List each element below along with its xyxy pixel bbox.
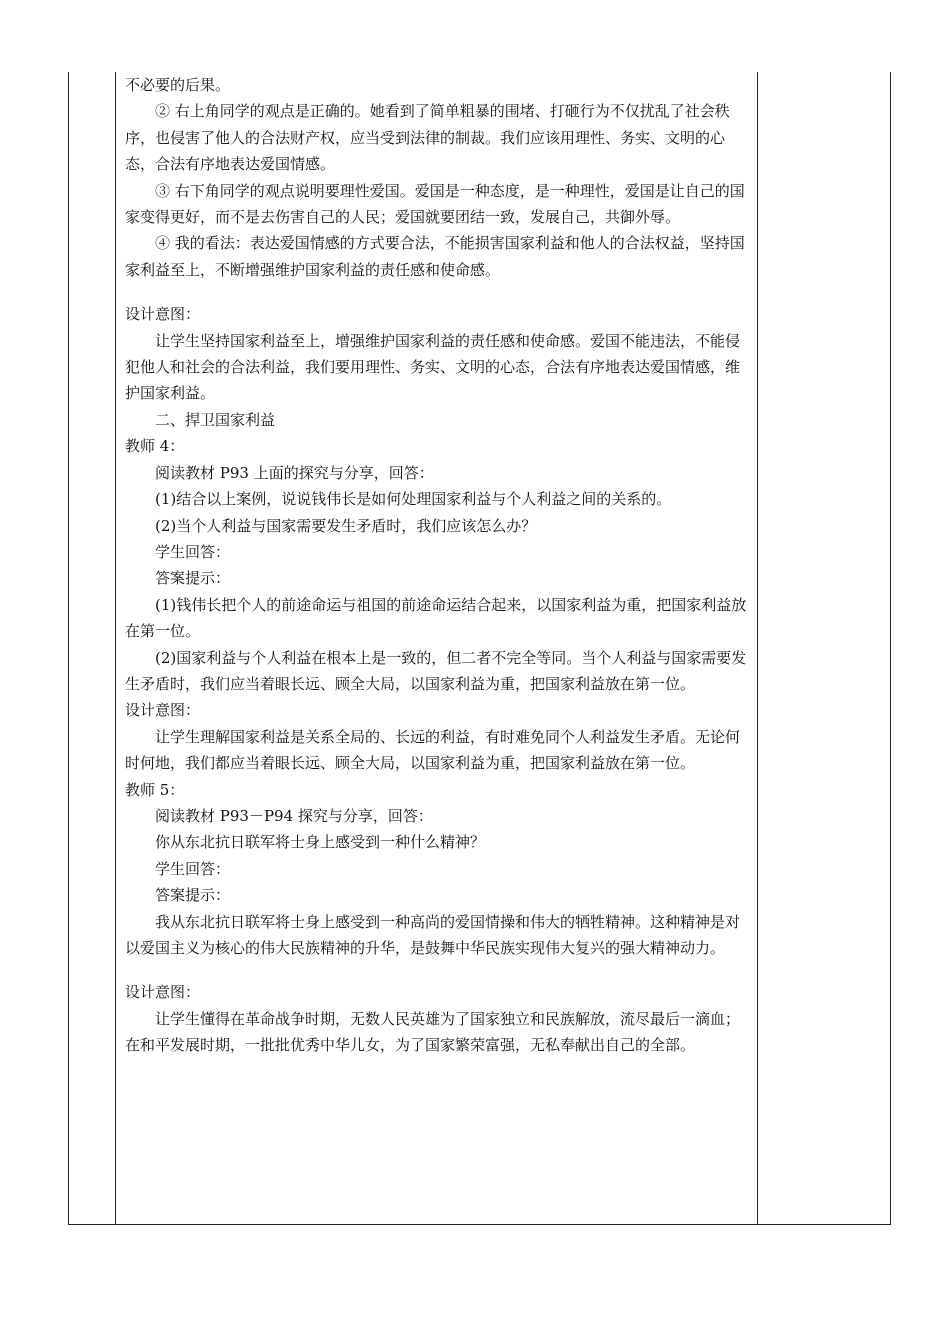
paragraph: 学生回答： [155,542,231,561]
paragraph: 答案提示： [155,886,231,905]
paragraph: 阅读教材 P93－P94 探究与分享，回答： [155,806,433,825]
paragraph: (2)国家利益与个人利益在根本上是一致的，但二者不完全等同。当个人利益与国家需要发生矛盾时，我们应当着眼长远、顾全大局，以国家利益为重，把国家利益放在第一位。 [125,648,747,693]
paragraph: 学生回答： [155,859,231,878]
paragraph: 设计意图： [125,701,201,720]
paragraph: (1)结合以上案例，说说钱伟长是如何处理国家利益与个人利益之间的关系的。 [155,490,672,509]
paragraph: 不必要的后果。 [125,76,231,94]
paragraph: 让学生懂得在革命战争时期，无数人民英雄为了国家独立和民族解放，流尽最后一滴血；在和平发展时期，一批批优秀中华儿女，为了国家繁荣富强，无私奉献出自己的全部。 [125,1009,741,1055]
paragraph: 设计意图： [125,305,201,324]
paragraph: 让学生坚持国家利益至上，增强维护国家利益的责任感和使命感。爱国不能违法，不能侵犯他人和社会的合法利益，我们要用理性、务实、文明的心态，合法有序地表达爱国情感，维护国家利益。 [125,331,741,403]
table-column-divider-left [115,72,116,1224]
lesson-table [68,72,891,1225]
paragraph: 你从东北抗日联军将士身上感受到一种什么精神？ [155,833,486,852]
paragraph: ③ 右下角同学的观点说明要理性爱国。爱国是一种态度，是一种理性，爱国是让自己的国家变得更好，而不是去伤害自己的人民；爱国就要团结一致，发展自己，共御外辱。 [125,181,745,227]
paragraph: 教师 4： [125,437,185,456]
paragraph: (1)钱伟长把个人的前途命运与祖国的前途命运结合起来，以国家利益为重，把国家利益放在第一位。 [125,595,747,641]
paragraph: (2)当个人利益与国家需要发生矛盾时，我们应该怎么办？ [155,516,537,535]
paragraph: 阅读教材 P93 上面的探究与分享，回答： [155,463,434,482]
paragraph: 我从东北抗日联军将士身上感受到一种高尚的爱国情操和伟大的牺牲精神。这种精神是对以爱国主义为核心的伟大民族精神的升华，是鼓舞中华民族实现伟大复兴的强大精神动力。 [125,912,741,957]
table-column-divider-right [757,72,758,1224]
paragraph-spacer [125,283,749,301]
paragraph: ② 右上角同学的观点是正确的。她看到了简单粗暴的围堵、打砸行为不仅扰乱了社会秩序，也侵害了他人的合法财产权，应当受到法律的制裁。我们应该用理性、务实、文明的心态，合法有序地表达爱国情感。 [125,102,730,174]
paragraph: ④ 我的看法：表达爱国情感的方式要合法，不能损害国家利益和他人的合法权益，坚持国家利益至上，不断增强维护国家利益的责任感和使命感。 [125,234,745,279]
lesson-content-cell [125,72,749,1059]
paragraph-spacer [125,961,749,979]
paragraph: 让学生理解国家利益是关系全局的、长远的利益，有时难免同个人利益发生矛盾。无论何时何地，我们都应当着眼长远、顾全大局，以国家利益为重，把国家利益放在第一位。 [125,727,741,773]
paragraph: 答案提示： [155,569,231,588]
paragraph: 设计意图： [125,983,201,1002]
paragraph: 二、捍卫国家利益 [155,410,276,429]
paragraph: 教师 5： [125,780,185,799]
